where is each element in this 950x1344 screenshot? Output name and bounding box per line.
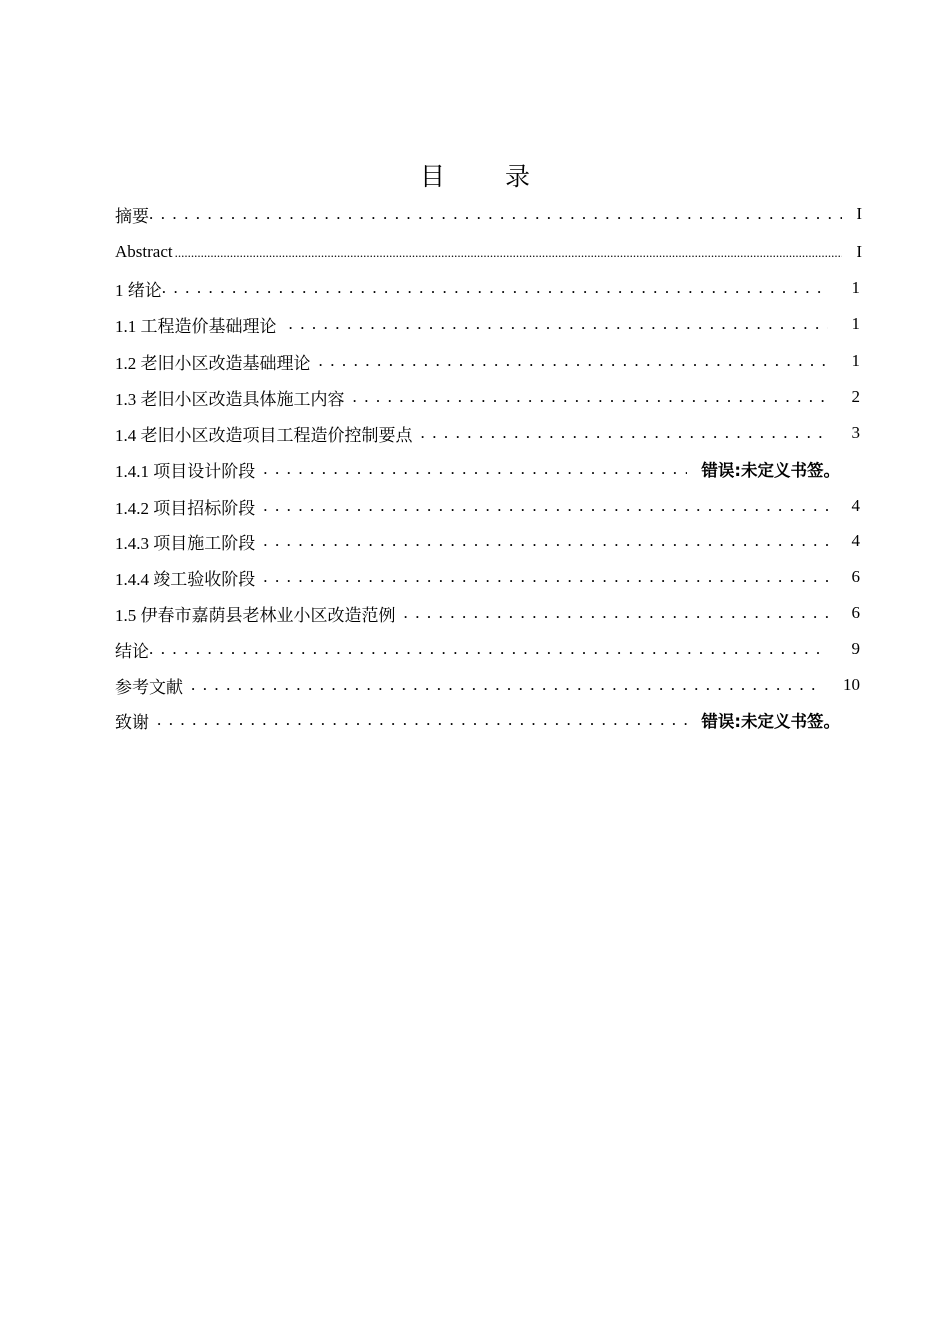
toc-entry-label: 1.4.3 项目施工阶段 [115,533,256,553]
toc-entry-label: 结论 [115,641,149,661]
toc-leader-dots [149,204,842,224]
toc-leader-dots [404,603,829,623]
toc-entry[interactable] [115,705,860,735]
toc-entry[interactable] [115,670,860,700]
toc-entry-page: 2 [851,387,860,406]
toc-entry-page: 1 [851,314,860,333]
toc-entry-page: 1 [851,278,860,297]
toc-leader-dots [263,459,687,479]
toc-entry[interactable] [115,526,860,556]
toc-entry-page-error: 错误:未定义书签。 [701,712,840,731]
toc-entry[interactable] [115,598,860,628]
toc-entry[interactable] [115,273,860,303]
toc-entry-label: 1.5 伊春市嘉荫县老林业小区改造范例 [115,605,396,625]
toc-entry[interactable] [115,237,860,267]
toc-leader-dots [421,423,829,443]
toc-entry[interactable] [115,634,860,664]
toc-entry[interactable] [115,562,860,592]
toc-leader-dots [175,242,842,262]
toc-entry-label: 1.4.2 项目招标阶段 [115,498,256,518]
toc-entry[interactable] [115,418,860,448]
toc-entry-page: I [856,242,862,261]
toc-entry-label: 1.3 老旧小区改造具体施工内容 [115,389,345,409]
toc-title: 目 录 [420,162,556,191]
toc-entry[interactable] [115,199,860,229]
toc-entry-label: 1 绪论 [115,280,162,300]
toc-entry-page: 9 [851,639,860,658]
toc-entry-label: 参考文献 [115,677,183,697]
toc-leader-dots [157,710,687,730]
toc-entry-page: 3 [851,423,860,442]
toc-entry[interactable] [115,454,860,484]
toc-entry-page: 4 [851,531,860,550]
toc-leader-dots [289,314,829,334]
toc-entry-label: 1.4.1 项目设计阶段 [115,461,256,481]
toc-leader-dots [263,567,828,587]
toc-entry-page: I [856,204,862,223]
toc-entry-label: 1.2 老旧小区改造基础理论 [115,353,311,373]
toc-entry-page: 10 [843,675,860,694]
toc-entry-page-error: 错误:未定义书签。 [701,461,840,480]
toc-entry[interactable] [115,491,860,521]
toc-leader-dots [353,387,829,407]
toc-leader-dots [191,675,822,695]
toc-entry-label: 1.4 老旧小区改造项目工程造价控制要点 [115,425,413,445]
toc-leader-dots [149,639,828,659]
toc-entry-label: Abstract [115,242,173,261]
toc-entry[interactable] [115,382,860,412]
toc-entry-page: 1 [851,351,860,370]
toc-leader-dots [162,278,828,298]
toc-entry-label: 1.1 工程造价基础理论 [115,316,277,336]
toc-leader-dots [319,351,829,371]
toc-entry-label: 1.4.4 竣工验收阶段 [115,569,256,589]
toc-entry-label: 致谢 [115,712,149,732]
toc-entry-page: 6 [851,603,860,622]
toc-leader-dots [263,531,828,551]
toc-entry-page: 6 [851,567,860,586]
toc-entry-page: 4 [851,496,860,515]
toc-entry[interactable] [115,309,860,339]
toc-leader-dots [263,496,828,516]
toc-entry[interactable] [115,346,860,376]
toc-entry-label: 摘要 [115,206,149,226]
